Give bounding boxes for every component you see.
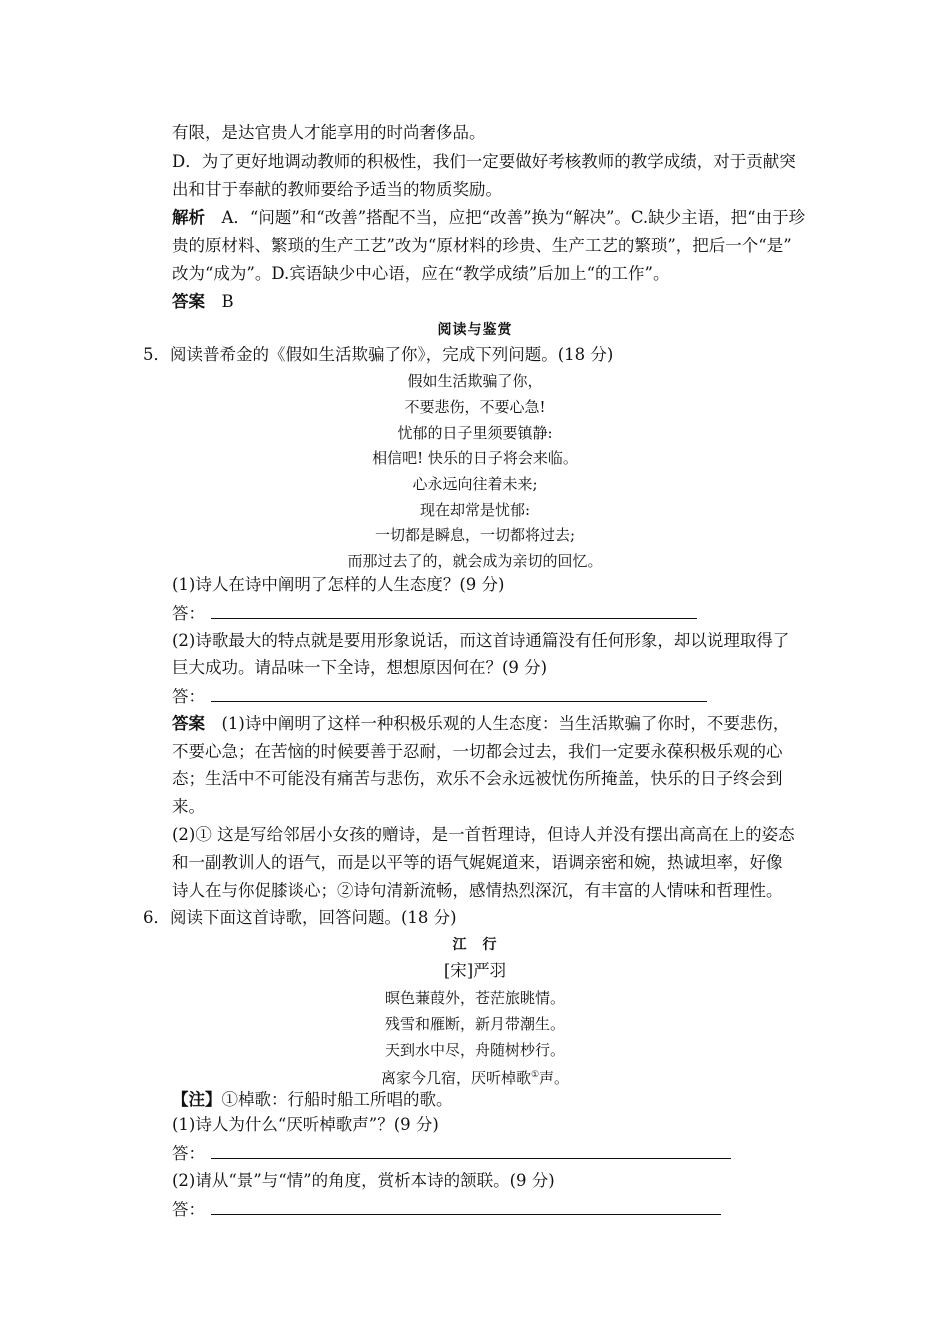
- q5-poem-line: 忧郁的日子里须要镇静:: [397, 424, 553, 442]
- q5-answer-1-line1: [172, 712, 789, 736]
- q6-poem-line: 离家今几宿，厌听棹歌①声。: [380, 1069, 570, 1087]
- q5-poem-line: 不要悲伤，不要心急!: [404, 398, 546, 416]
- q4-option-d-line1: D．为了更好地调动教师的积极性，我们一定要做好考核教师的教学成绩，对于贡献突: [172, 152, 796, 171]
- answer-prefix: 答：: [172, 604, 205, 623]
- q6-answer-line-1: [172, 1141, 731, 1166]
- q4-option-c-tail: 有限，是达官贵人才能享用的时尚奢侈品。: [172, 123, 486, 142]
- q5-poem-line: 一切都是瞬息，一切都将过去;: [374, 526, 576, 544]
- answer-blank[interactable]: [211, 684, 707, 702]
- q6-poem-line: 暝色蒹葭外，苍茫旅眺情。: [384, 989, 565, 1007]
- q5-answer-1-line4: 来。: [172, 797, 205, 816]
- q5-stem: 5．阅读普希金的《假如生活欺骗了你》，完成下列问题。(18 分): [143, 345, 614, 364]
- answer-text: (1)诗中阐明了这样一种积极乐观的人生态度：当生活欺骗了你时，不要悲伤，: [221, 714, 790, 733]
- q5-answer-2-line2: 和一副教训人的语气，而是以平等的语气娓娓道来，语调亲密和婉，热诚坦率，好像: [172, 853, 783, 872]
- answer-prefix: 答：: [172, 687, 205, 706]
- q5-answer-2-line1: (2)① 这是写给邻居小女孩的赠诗，是一首哲理诗，但诗人并没有摆出高高在上的姿态: [172, 825, 795, 844]
- q6-stem: 6．阅读下面这首诗歌，回答问题。(18 分): [143, 908, 457, 927]
- answer-blank[interactable]: [211, 1197, 721, 1215]
- q4-option-d-line2: 出和甘于奉献的教师要给予适当的物质奖励。: [172, 180, 502, 199]
- answer-blank[interactable]: [211, 601, 697, 619]
- q5-sub2-line1: (2)诗歌最大的特点就是要用形象说话，而这首诗通篇没有任何形象，却以说理取得了: [172, 631, 790, 650]
- q6-poem-author: [宋]严羽: [443, 961, 507, 980]
- q5-answer-1-line2: 不要心急；在苦恼的时候要善于忍耐，一切都会过去，我们一定要永葆积极乐观的心: [172, 742, 783, 761]
- q6-answer-line-2: [172, 1197, 721, 1222]
- q4-answer: [172, 290, 234, 314]
- q5-poem-line: 现在却常是忧郁:: [419, 501, 531, 519]
- answer-prefix: 答：: [172, 1144, 205, 1163]
- analysis-text: A．“问题”和“改善”搭配不当，应把“改善”换为“解决”。C.缺少主语，把“由于珍: [221, 208, 806, 227]
- footnote-marker: ①: [530, 1070, 540, 1080]
- q6-poem-title: 江 行: [452, 937, 498, 953]
- note-label: 【注】: [172, 1090, 222, 1109]
- answer-value: B: [221, 292, 234, 311]
- q5-sub2-line2: 巨大成功。请品味一下全诗，想想原因何在？(9 分): [172, 658, 548, 677]
- q5-answer-1-line3: 态；生活中不可能没有痛苦与悲伤，欢乐不会永远被忧伤所掩盖，快乐的日子终会到: [172, 769, 783, 788]
- answer-label: 答案: [172, 292, 205, 311]
- analysis-label: 解析: [172, 208, 205, 227]
- answer-prefix: 答：: [172, 1200, 205, 1219]
- q5-poem-line: 而那过去了的，就会成为亲切的回忆。: [347, 552, 603, 570]
- section-title: 阅读与鉴赏: [437, 322, 513, 338]
- q4-analysis-line3: 改为“成为”。D.宾语缺少中心语，应在“教学成绩”后加上“的工作”。: [172, 264, 670, 283]
- q5-sub1: (1)诗人在诗中阐明了怎样的人生态度？(9 分): [172, 575, 505, 594]
- q6-poem-line: 残雪和雁断，新月带潮生。: [384, 1015, 565, 1033]
- q5-poem-line: 心永远向往着未来;: [412, 475, 538, 493]
- q5-answer-2-line3: 诗人在与你促膝谈心；②诗句清新流畅，感情热烈深沉，有丰富的人情味和哲理性。: [172, 881, 783, 900]
- q5-answer-line-1: [172, 601, 697, 626]
- q4-analysis-line2: 贵的原材料、繁琐的生产工艺”改为“原材料的珍贵、生产工艺的繁琐”，把后一个“是”: [172, 236, 792, 255]
- q4-analysis-line1: [172, 206, 805, 230]
- q5-answer-line-2: [172, 684, 707, 709]
- q6-note: [172, 1088, 453, 1112]
- answer-blank[interactable]: [211, 1141, 731, 1159]
- q6-sub2: (2)请从“景”与“情”的角度，赏析本诗的颔联。(9 分): [172, 1171, 555, 1190]
- q5-poem-line: 假如生活欺骗了你，: [407, 372, 543, 390]
- answer-label: 答案: [172, 714, 205, 733]
- note-text: ①棹歌：行船时船工所唱的歌。: [221, 1090, 453, 1109]
- q5-poem-line: 相信吧! 快乐的日子将会来临。: [372, 449, 578, 467]
- q6-sub1: (1)诗人为什么“厌听棹歌声”？(9 分): [172, 1115, 439, 1134]
- q6-poem-line: 天到水中尽，舟随树杪行。: [384, 1041, 565, 1059]
